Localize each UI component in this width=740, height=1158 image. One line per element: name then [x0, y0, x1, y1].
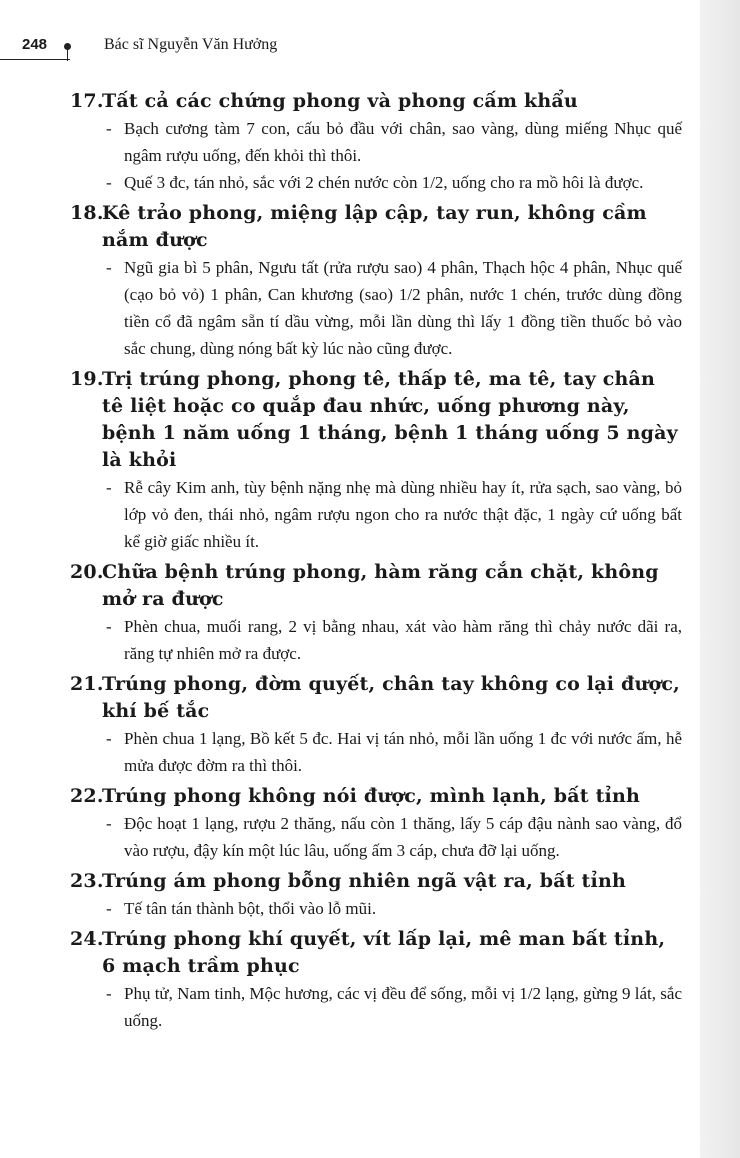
remedy-entry [106, 613, 682, 667]
remedy-heading [70, 868, 682, 895]
remedy-entry-text: Phèn chua 1 lạng, Bồ kết 5 đc. Hai vị tán nhỏ, mỗi lần uống 1 đc với nước ấm, hễ mửa được đờm ra thì thôi. [124, 729, 682, 775]
remedy-entry-text: Phụ tử, Nam tinh, Mộc hương, các vị đều để sống, mỗi vị 1/2 lạng, gừng 9 lát, sắc uống. [124, 984, 682, 1030]
remedy-item [70, 783, 682, 864]
page-content [70, 88, 682, 1038]
page-header [0, 34, 700, 62]
remedy-item [70, 559, 682, 667]
remedy-title: Trúng ám phong bỗng nhiên ngã vật ra, bất tỉnh [102, 870, 626, 892]
remedy-title: Chữa bệnh trúng phong, hàm răng cắn chặt, không mở ra được [102, 561, 659, 610]
remedy-entry [106, 895, 682, 922]
remedy-number: 19. [70, 368, 104, 390]
remedy-number: 23. [70, 870, 104, 892]
remedy-heading [70, 366, 682, 474]
remedy-title: Trúng phong khí quyết, vít lấp lại, mê man bất tỉnh, 6 mạch trầm phục [102, 928, 666, 977]
remedy-title: Trúng phong không nói được, mình lạnh, bất tỉnh [102, 785, 640, 807]
remedy-number: 20. [70, 561, 104, 583]
remedy-number: 18. [70, 202, 104, 224]
remedy-entry [106, 254, 682, 362]
page-number: 248 [22, 36, 48, 53]
remedy-number: 17. [70, 90, 104, 112]
remedy-entry [106, 980, 682, 1034]
remedy-heading [70, 926, 682, 980]
remedy-entry [106, 115, 682, 169]
remedy-entry-text: Ngũ gia bì 5 phân, Ngưu tất (rửa rượu sao) 4 phân, Thạch hộc 4 phân, Nhục quế (cạo bỏ vỏ) 1 phân, Can khương (sao) 1/2 phân, nước 1 chén, trước dùng đồng tiền cổ đã ngâm sẵn tí dầu vừng, mỗi lần dùng thì lấy 1 đồng tiền thuốc bỏ vào sắc chung, dùng nóng bất kỳ lúc nào cũng được. [124, 258, 682, 358]
dash-icon: - [106, 814, 112, 833]
dash-icon: - [106, 729, 112, 748]
remedy-item [70, 868, 682, 922]
remedy-entry [106, 725, 682, 779]
remedy-entry [106, 169, 682, 196]
remedy-number: 21. [70, 673, 104, 695]
remedy-item [70, 671, 682, 779]
remedy-heading [70, 671, 682, 725]
dash-icon: - [106, 617, 112, 636]
remedy-entry-text: Rễ cây Kim anh, tùy bệnh nặng nhẹ mà dùng nhiều hay ít, rửa sạch, sao vàng, bỏ lớp vỏ đen, thái nhỏ, ngâm rượu ngon cho ra nước thật đặc, 1 ngày cứ uống bất kể giờ giấc nhiều ít. [124, 478, 682, 551]
remedy-number: 22. [70, 785, 104, 807]
remedy-number: 24. [70, 928, 104, 950]
bullet-icon-tail [67, 49, 68, 61]
page-edge-shadow [700, 0, 740, 1158]
running-head: Bác sĩ Nguyễn Văn Hưởng [104, 36, 278, 53]
remedy-heading [70, 559, 682, 613]
dash-icon: - [106, 173, 112, 192]
remedy-title: Trị trúng phong, phong tê, thấp tê, ma tê, tay chân tê liệt hoặc co quắp đau nhức, uống phương này, bệnh 1 năm uống 1 tháng, bệnh 1 tháng uống 5 ngày là khỏi [102, 368, 678, 471]
header-rule [0, 59, 70, 60]
remedy-item [70, 366, 682, 555]
remedy-entry-text: Tế tân tán thành bột, thổi vào lỗ mũi. [124, 899, 377, 918]
remedy-title: Trúng phong, đờm quyết, chân tay không co lại được, khí bế tắc [102, 673, 680, 722]
remedy-heading [70, 200, 682, 254]
dash-icon: - [106, 899, 112, 918]
dash-icon: - [106, 258, 112, 277]
remedy-entry [106, 474, 682, 555]
remedy-heading [70, 88, 682, 115]
remedy-entry-text: Quế 3 đc, tán nhỏ, sắc với 2 chén nước còn 1/2, uống cho ra mồ hôi là được. [124, 173, 644, 192]
dash-icon: - [106, 119, 112, 138]
remedy-entry [106, 810, 682, 864]
remedy-title: Kê trảo phong, miệng lập cập, tay run, không cầm nắm được [102, 202, 647, 251]
remedy-entry-text: Bạch cương tàm 7 con, cấu bỏ đầu với chân, sao vàng, dùng miếng Nhục quế ngâm rượu uống, đến khỏi thì thôi. [124, 119, 682, 165]
remedy-item [70, 200, 682, 362]
remedy-title: Tất cả các chứng phong và phong cấm khẩu [102, 90, 578, 112]
remedy-entry-text: Độc hoạt 1 lạng, rượu 2 thăng, nấu còn 1 thăng, lấy 5 cáp đậu nành sao vàng, đổ vào rượu, đậy kín một lúc lâu, uống ấm 3 cáp, chưa đỡ lại uống. [124, 814, 682, 860]
dash-icon: - [106, 984, 112, 1003]
dash-icon: - [106, 478, 112, 497]
remedy-item [70, 926, 682, 1034]
remedy-heading [70, 783, 682, 810]
remedy-entry-text: Phèn chua, muối rang, 2 vị bằng nhau, xát vào hàm răng thì chảy nước dãi ra, răng tự nhiên mở ra được. [124, 617, 682, 663]
remedy-item [70, 88, 682, 196]
